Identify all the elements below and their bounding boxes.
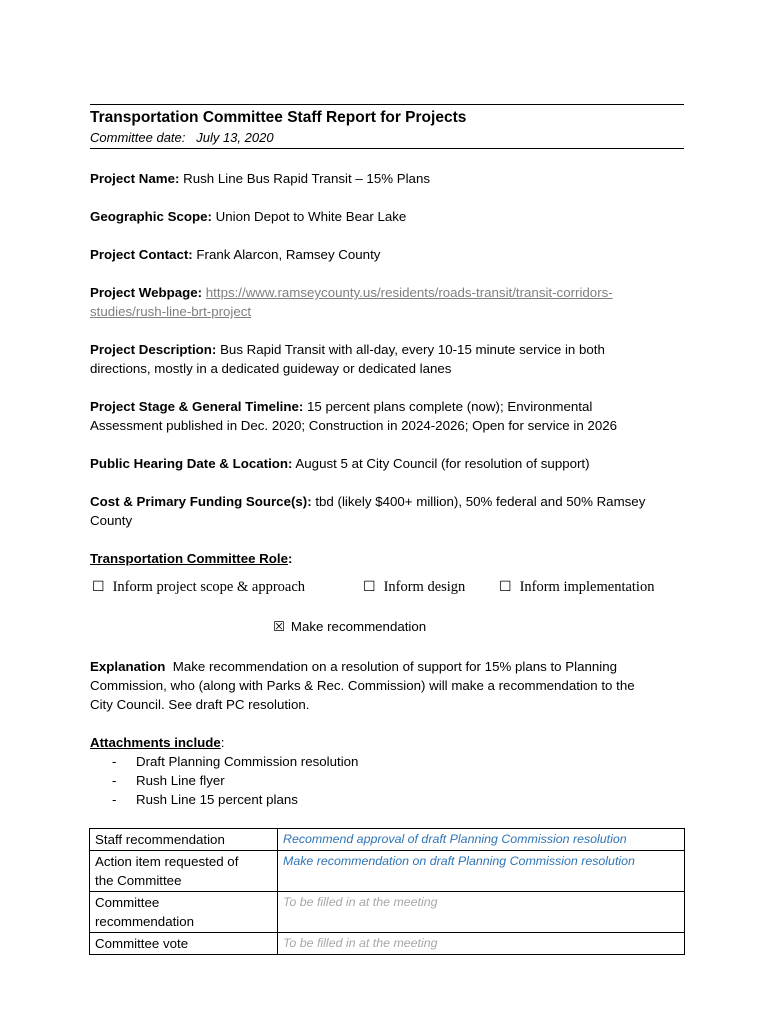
committee-date: July 13, 2020 <box>196 130 274 145</box>
unchecked-box-icon: ☐ <box>363 579 376 595</box>
public-hearing-value: August 5 at City Council (for resolution of support) <box>295 456 590 471</box>
report-title: Transportation Committee Staff Report for Projects <box>90 109 467 126</box>
attachment-label: Rush Line flyer <box>136 773 225 788</box>
project-webpage-label: Project Webpage: <box>90 285 203 300</box>
attachment-label: Draft Planning Commission resolution <box>136 754 359 769</box>
project-webpage-link[interactable]: https://www.ramseycounty.us/residents/roads-transit/transit-corridors- <box>205 285 613 300</box>
project-name-field <box>90 169 684 188</box>
explanation-line2: Commission, who (along with Parks & Rec. Commission) will make a recommendation to the <box>90 678 635 693</box>
recommendation-table <box>89 828 685 955</box>
checkbox-inform-implementation[interactable] <box>499 579 654 596</box>
geographic-scope-field <box>90 207 684 226</box>
committee-role-title: Transportation Committee Role <box>90 551 288 566</box>
funding-line2: County <box>90 513 133 528</box>
row-label: Committee vote <box>90 933 278 955</box>
list-item[interactable] <box>90 790 684 809</box>
row-value: Recommend approval of draft Planning Commission resolution <box>278 829 685 851</box>
committee-date-label: Committee date: <box>90 130 186 145</box>
row-label: Staff recommendation <box>90 829 278 851</box>
checkbox-inform-scope[interactable] <box>92 579 305 596</box>
funding-field <box>90 492 684 530</box>
committee-role-heading: Transportation Committee Role: <box>90 551 293 566</box>
top-rule <box>90 104 684 105</box>
project-contact-field <box>90 245 684 264</box>
list-item[interactable] <box>90 771 684 790</box>
table-row <box>90 851 685 892</box>
checkbox-label: Inform project scope & approach <box>112 579 306 595</box>
role-checkbox-row <box>90 579 684 601</box>
list-dash: - <box>112 792 117 807</box>
checkbox-label: Inform implementation <box>519 579 655 595</box>
checkbox-inform-design[interactable] <box>363 579 465 596</box>
row-label: Committee recommendation <box>90 892 278 933</box>
funding-label: Cost & Primary Funding Source(s): <box>90 494 312 509</box>
project-webpage-link-cont[interactable]: studies/rush-line-brt-project <box>90 304 252 319</box>
explanation-label: Explanation <box>90 659 166 674</box>
project-stage-line2: Assessment published in Dec. 2020; Construction in 2024-2026; Open for service in 2026 <box>90 418 618 433</box>
checkbox-label: Make recommendation <box>290 619 427 634</box>
row-label: Action item requested of the Committee <box>90 851 278 892</box>
explanation-line3: City Council. See draft PC resolution. <box>90 697 310 712</box>
project-description-line2: directions, mostly in a dedicated guideway or dedicated lanes <box>90 361 452 376</box>
geographic-scope-value: Union Depot to White Bear Lake <box>215 209 407 224</box>
list-dash: - <box>112 754 117 769</box>
committee-date-line <box>90 130 684 149</box>
table-row <box>90 829 685 851</box>
project-webpage-field <box>90 283 684 321</box>
table-row <box>90 892 685 933</box>
unchecked-box-icon: ☐ <box>499 579 512 595</box>
project-description-label: Project Description: <box>90 342 217 357</box>
project-description-field <box>90 340 684 378</box>
row-value[interactable]: To be filled in at the meeting <box>278 892 685 933</box>
list-dash: - <box>112 773 117 788</box>
attachment-label: Rush Line 15 percent plans <box>136 792 298 807</box>
checkbox-make-recommendation[interactable] <box>90 617 684 637</box>
checkbox-label: Inform design <box>383 579 466 595</box>
public-hearing-field <box>90 454 684 473</box>
row-value[interactable]: To be filled in at the meeting <box>278 933 685 955</box>
public-hearing-label: Public Hearing Date & Location: <box>90 456 293 471</box>
project-name-value: Rush Line Bus Rapid Transit – 15% Plans <box>183 171 430 186</box>
project-contact-label: Project Contact: <box>90 247 193 262</box>
attachments-label: Attachments include <box>90 735 221 750</box>
row-value: Make recommendation on draft Planning Commission resolution <box>278 851 685 892</box>
project-description-line1: Bus Rapid Transit with all-day, every 10-15 minute service in both <box>220 342 605 357</box>
project-stage-line1: 15 percent plans complete (now); Environmental <box>307 399 593 414</box>
staff-report-page <box>90 104 684 955</box>
geographic-scope-label: Geographic Scope: <box>90 209 212 224</box>
project-contact-value: Frank Alarcon, Ramsey County <box>196 247 381 262</box>
project-stage-field <box>90 397 684 435</box>
attachments-heading: Attachments include: <box>90 735 225 750</box>
attachments-list <box>90 752 684 809</box>
unchecked-box-icon: ☐ <box>92 579 105 595</box>
checked-box-icon: ☒ <box>273 620 285 635</box>
project-stage-label: Project Stage & General Timeline: <box>90 399 304 414</box>
explanation-field <box>90 657 684 714</box>
explanation-line1: Make recommendation on a resolution of support for 15% plans to Planning <box>172 659 617 674</box>
funding-line1: tbd (likely $400+ million), 50% federal and 50% Ramsey <box>315 494 646 509</box>
project-name-label: Project Name: <box>90 171 180 186</box>
table-row <box>90 933 685 955</box>
list-item[interactable] <box>90 752 684 771</box>
